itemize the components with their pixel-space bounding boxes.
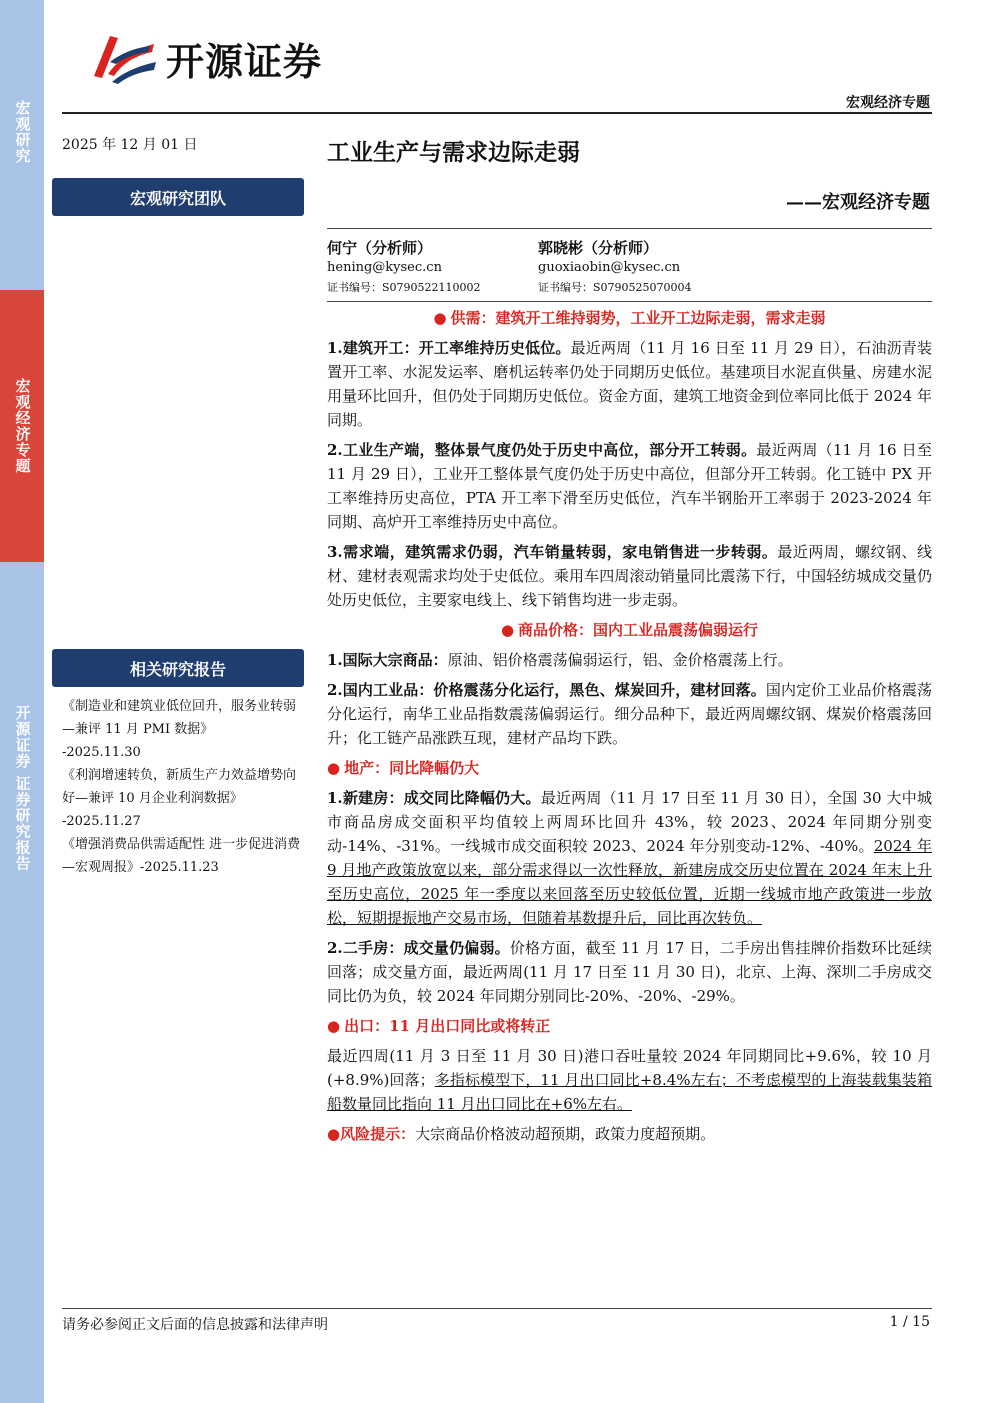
section-heading: ● 供需：建筑开工维持弱势，工业开工边际走弱，需求走弱 xyxy=(433,309,826,327)
risk-warning: ●风险提示：大宗商品价格波动超预期，政策力度超预期。 xyxy=(327,1125,716,1143)
paragraph: 1.国际大宗商品：原油、铝价格震荡偏弱运行，铝、金价格震荡上行。 xyxy=(327,651,793,669)
analyst-name: 郭晓彬（分析师） xyxy=(538,239,659,257)
analyst-divider xyxy=(327,301,932,302)
paragraph: 1.新建房：成交同比降幅仍大。最近两周（11 月 17 日至 11 月 30 日），全国 30 大中城市商品房成交面积平均值较上两周环比回升 43%，较 2023、2024 年同期分别变动-14%、-31%。一线城市成交面积较 2023、2024 年分别变动-12%、-40%。2024 年 9 月地产政策放宽以来，部分需求得以一次性释放，新建房成交历史位置在 2024 年末上升至历史高位，2025 年一季度以来回落至历史较低位置，近期一线城市地产政策进一步放松，短期提振地产交易市场，但随着基数提升后，同比再次转负。 xyxy=(327,789,932,927)
analyst-card xyxy=(327,238,481,298)
analyst-cert: 证书编号：S0790522110002 xyxy=(327,281,481,294)
bullet-icon: ● xyxy=(327,759,341,777)
sidebar-section-brand: 开源证券 证券研究报告 xyxy=(13,705,32,872)
paragraph: 2.二手房：成交量仍偏弱。价格方面，截至 11 月 17 日，二手房出售挂牌价指数环比延续回落；成交量方面，最近两周(11 月 17 日至 11 月 30 日)，北京、上海、深圳二手房成交同比仍为负，较 2024 年同期分别同比-20%、-20%、-29%。 xyxy=(327,939,932,1005)
related-report-item[interactable]: 《利润增速转负，新质生产力效益增势向好—兼评 10 月企业利润数据》 -2025.11.27 xyxy=(62,768,297,829)
section-heading: ● 商品价格：国内工业品震荡偏弱运行 xyxy=(500,621,759,639)
paragraph: 2.工业生产端，整体景气度仍处于历史中高位，部分开工转弱。最近两周（11 月 16 日至 11 月 29 日），工业开工整体景气度仍处于历史中高位，但部分开工转弱。化工链中 PX 开工率维持历史高位，PTA 开工率下滑至历史低位，汽车半钢胎开工率弱于 2023-2024 年同期、高炉开工率维持历史中高位。 xyxy=(327,441,932,531)
paragraph: 2.国内工业品：价格震荡分化运行，黑色、煤炭回升，建材回落。国内定价工业品价格震荡分化运行，南华工业品指数震荡偏弱运行。细分品种下，最近两周螺纹钢、煤炭价格震荡回升；化工链产品涨跌互现，建材产品均下跌。 xyxy=(327,681,932,747)
page-title: 工业生产与需求边际走弱 xyxy=(327,139,580,166)
analyst-email[interactable]: guoxiaobin@kysec.cn xyxy=(538,260,681,275)
page-number: 1 / 15 xyxy=(889,1314,930,1330)
paragraph: 最近四周(11 月 3 日至 11 月 30 日)港口吞吐量较 2024 年同期同比+9.6%，较 10 月(+8.9%)回落；多指标模型下，11 月出口同比+8.4%左右；不考虑模型的上海装载集装箱船数量同比指向 11 月出口同比在+6%左右。 xyxy=(327,1047,932,1113)
report-date: 2025 年 12 月 01 日 xyxy=(62,137,198,153)
section-heading: ● 地产：同比降幅仍大 xyxy=(327,759,480,777)
related-report-item[interactable]: 《增强消费品供需适配性 进一步促进消费—宏观周报》-2025.11.23 xyxy=(62,837,301,875)
footer-divider xyxy=(62,1308,932,1309)
paragraph: 1.建筑开工：开工率维持历史低位。最近两周（11 月 16 日至 11 月 29 日），石油沥青装置开工率、水泥发运率、磨机运转率仍处于同期历史低位。基建项目水泥直供量、房建水泥用量环比回升，但仍处于同期历史低位。资金方面，建筑工地资金到位率同比低于 2024 年同期。 xyxy=(327,339,932,429)
footer-disclaimer: 请务必参阅正文后面的信息披露和法律声明 xyxy=(62,1317,328,1333)
sidebar-section-macro: 宏观研究 xyxy=(13,100,32,164)
brand-logo xyxy=(88,30,322,86)
report-body xyxy=(327,306,932,1152)
header-divider xyxy=(62,112,932,114)
analyst-email[interactable]: hening@kysec.cn xyxy=(327,260,442,275)
related-report-item[interactable]: 《制造业和建筑业低位回升，服务业转弱—兼评 11 月 PMI 数据》 -2025.11.30 xyxy=(62,699,297,760)
paragraph: 3.需求端，建筑需求仍弱，汽车销量转弱，家电销售进一步转弱。最近两周，螺纹钢、线材、建材表观需求均处于史低位。乘用车四周滚动销量同比震荡下行，中国轻纺城成交量仍处历史低位，主要家电线上、线下销售均进一步走弱。 xyxy=(327,543,932,609)
section-heading: ● 出口：11 月出口同比或将转正 xyxy=(327,1017,551,1035)
bullet-icon: ● xyxy=(327,1017,341,1035)
analyst-card xyxy=(538,238,692,298)
related-label: 相关研究报告 xyxy=(52,649,304,687)
analyst-name: 何宁（分析师） xyxy=(327,239,433,257)
team-label: 宏观研究团队 xyxy=(52,178,304,216)
page-subtitle: ——宏观经济专题 xyxy=(786,192,930,213)
brand-name: 开源证券 xyxy=(166,39,323,84)
analyst-cert: 证书编号：S0790525070004 xyxy=(538,281,692,294)
title-divider xyxy=(327,228,932,229)
related-reports xyxy=(62,695,304,879)
logo-mark-icon xyxy=(88,30,158,86)
bullet-icon: ● xyxy=(433,309,447,327)
sidebar-section-topic: 宏观经济专题 xyxy=(0,290,44,562)
sidebar xyxy=(0,0,44,1403)
bullet-icon: ● xyxy=(327,1125,341,1143)
bullet-icon: ● xyxy=(500,621,515,639)
report-type: 宏观经济专题 xyxy=(846,95,930,111)
